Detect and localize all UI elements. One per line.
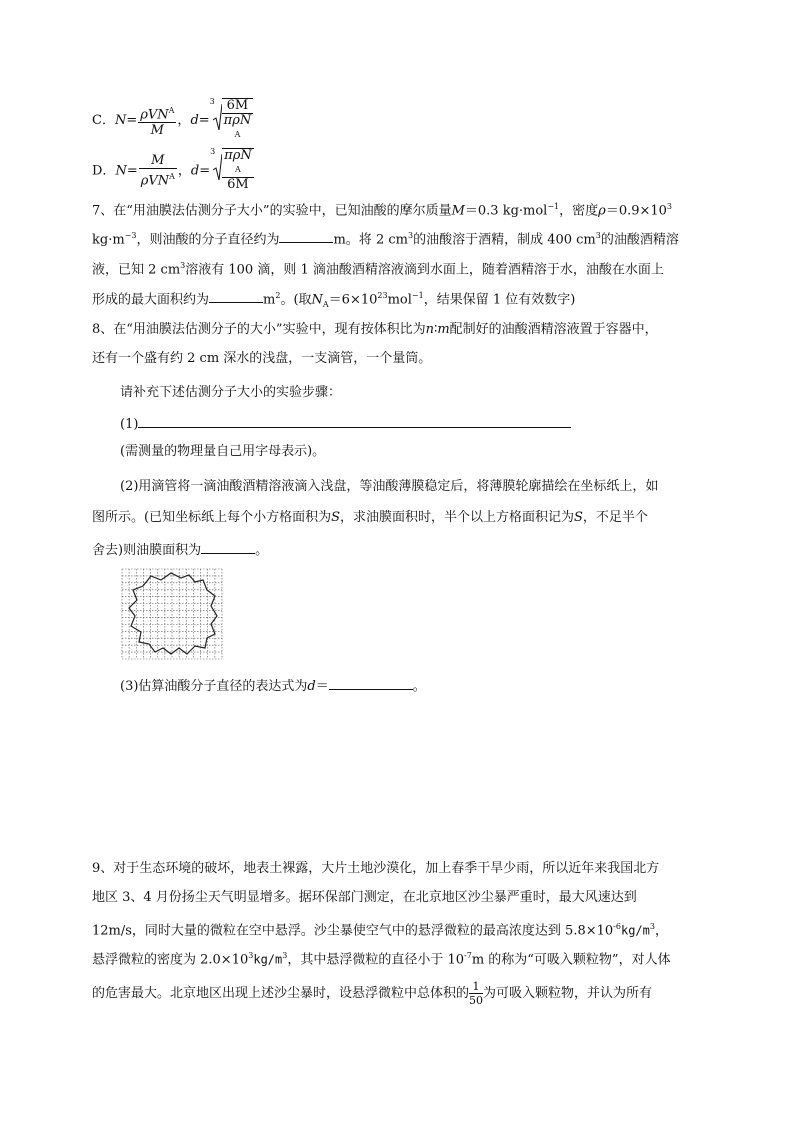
option-c: C．N= $\frac{\rho VN^A}{M}$ ，d= 3 6M πρN A [92,98,734,143]
q7-line-4: 形成的最大面积约为 $m^2$。(取$N_A=6\times 10^{23}mol^{-1}$，结果保留 1 位有效数字) [92,291,576,309]
q8-line-1: 8、在“用油膜法估测分子的大小”实验中，现有按体积比为n∶m配制好的油酸酒精溶液置于容器中， [92,322,658,337]
q7-blank-diameter[interactable] [279,229,333,243]
q8-blank-expression[interactable] [329,676,413,690]
option-d-fraction: $\frac{M}{\rho VN^A}$ [140,153,175,189]
q8-step-2-line-2: 图所示。(已知坐标纸上每个小方格面积为S，求油膜面积时，半个以上方格面积记为S，不足半个 [92,510,648,525]
q8-step-1: (1) [120,414,734,434]
q8-step-3: (3)估算油酸分子直径的表达式为d＝ 。 [120,676,734,696]
q9-line-2: 地区 3、4 月份扬尘天气明显增多。据环保部门测定，在北京地区沙尘暴严重时，最大风速达到 [92,890,637,905]
q8-line-2: 还有一个盛有约 2 cm 深水的浅盘，一支滴管，一个量筒。 [92,351,432,366]
option-c-cube-root: 3 6M πρN A [210,98,254,143]
q9-line-5: 的危害最大。北京地区出现上述沙尘暴时，设悬浮微粒中总体积的 $\frac{1}{50}$ 为可吸入颗粒物，并认为所有 [92,980,653,1007]
q9-line-1: 9、对于生态环境的破坏，地表土裸露，大片土地沙漠化，加上春季干旱少雨，所以近年来我国北方 [92,861,660,876]
q7-line-1: 7、在“用油膜法估测分子大小”的实验中，已知油酸的摩尔质量M＝0.3 kg·mol$^{-1}$，密度$\rho=0.9\times 10^3$ [92,202,673,219]
q7-blank-area[interactable] [209,289,263,303]
q8-step-2-line-1: (2)用滴管将一滴油酸酒精溶液滴入浅盘，等油酸薄膜稳定后，将薄膜轮廓描绘在坐标纸上，如 [120,479,659,494]
q7-line-2: $kg\cdot m^{-3}$，则油酸的分子直径约为 m。将 2 $cm^3$的油酸溶于酒精，制成 400 $cm^3$的油酸酒精溶 [92,231,679,248]
q9-line-3: 12m/s，同时大量的微粒在空中悬浮。沙尘暴使空气中的悬浮微粒的最高浓度达到 $5.8\times 10^{-6}kg/m^3$， [92,922,668,939]
option-d-cube-root: 3 πρN A 6M [210,147,252,192]
q8-step-2-line-3: 舍去)则油膜面积为 。 [92,540,734,560]
q8-step1-blank[interactable] [138,414,571,428]
q8-blank-area[interactable] [201,540,255,554]
oil-film-outline [129,573,217,654]
q8-step-1-note: (需测量的物理量自己用字母表示)。 [120,444,326,459]
q9-line-4: 悬浮微粒的密度为 $2.0\times 10^3kg/m^3$，其中悬浮微粒的直径小于 $10^{-7}m$ 的称为“可吸入颗粒物”，对人体 [92,951,671,968]
q9-fraction: $\frac{1}{50}$ [469,980,484,1007]
q8-instruction: 请补充下述估测分子大小的实验步骤： [120,385,342,400]
oil-film-grid-figure [121,568,223,660]
q7-line-3: 液，已知 2 $cm^3$溶液有 100 滴，则 1 滴油酸酒精溶液滴到水面上，随着酒精溶于水，油酸在水面上 [92,261,664,278]
option-d: D．N= $\frac{M}{\rho VN^A}$ ，d= 3 πρN A 6M [92,147,252,192]
grid-lines [122,569,222,659]
option-c-fraction: $\frac{\rho VN^A}{M}$ [138,103,176,138]
